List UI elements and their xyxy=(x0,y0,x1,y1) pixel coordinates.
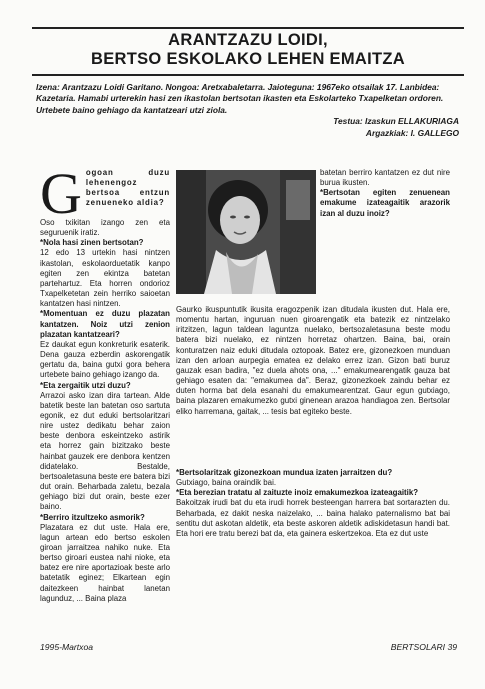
question-4: *Berriro itzultzeko asmorik? xyxy=(40,512,145,522)
intro-question: ogoan duzu lehenengoz bertsoa entzun zenueneko aldia? xyxy=(85,168,170,208)
question-5: *Bertsotan egiten zenuenean emakume izateagaitik arazorik izan al duzu inoiz? xyxy=(320,188,450,218)
profile-info: Izena: Arantzazu Loidi Garitano. Nongoa: Aretxabaletarra. Jaioteguna: 1967eko otsailak 17. Lanbidea: Kazetaria. Hamabi urterekin hasi zen ikastolan bertsotan ikasten eta Eskolarteko Txapelketan ordoren. Urtebete baino gehiago da kantatzeari utzi ziola. xyxy=(36,82,444,115)
question-6: *Bertsolaritzak gizonezkoan mundua izaten jarraitzen du? xyxy=(176,468,393,477)
answer-4: Plazatara ez dut uste. Hala ere, lagun artean edo bertso eskolen giroan jarraitzea nahiko nuke. Eta bertso giroari eustea nahi nioke, eta batez ere nire aportazioak beste arlo batetatik eginez; Elkartean egin daitezkeen hainbat lanetan lagunduz, ... Baina plaza xyxy=(40,522,170,603)
answer-5: Gaurko ikuspuntutik ikusita eragozpenik izan ditudala ikusten dut. Hala ere, momentu hartan, inguruan nuen giroarengatik eta batezik ez nintzelako iritzitzen, lagun taldean laguntza nuelako, bertsozaletasuna beste modu batera bizi nuelako, ez nintzen horretaz ohartzen. Baina, bai, orain konturatzen naiz eduki ditudala oztopoak. Batez ere, gizonezkoen munduan izan den arloan aurpegia ematea ez delako errez izan. Gizon bati buruz gauzak esan badira, "ez duela ahots ona, ..." emakumearengatik gauza bat gehiago esaten da: "emakumea da". Beraz, gizonezkoek zaindu behar ez duten horma bat dela esanahi du emakumearentzat. Gaur egun gutxiago, baina plazaren emakumezko gutxi ginenean arazoa handiagoa zen. Bertsolar eliko harremana, gaitak, ... tesis bat egiteko beste. xyxy=(176,305,450,416)
photo-credit: Argazkiak: I. GALLEGO xyxy=(365,128,459,138)
column-lower-right xyxy=(176,305,450,539)
column-left xyxy=(40,161,170,604)
intro-answer: Oso txikitan izango zen eta seguruenik iratiz. xyxy=(40,218,170,238)
question-1: *Nola hasi zinen bertsotan? xyxy=(40,238,144,248)
portrait-photo xyxy=(176,170,316,294)
top-rule xyxy=(32,27,464,29)
answer-6: Gutxiago, baina oraindik bai. xyxy=(176,478,277,488)
drop-cap: G xyxy=(40,161,82,226)
question-3: *Eta zergaitik utzi duzu? xyxy=(40,380,131,390)
text-credit: Testua: Izaskun ELLAKURIAGA xyxy=(333,116,459,126)
col2-intro: batetan berriro kantatzen ez dut nire burua ikusten. xyxy=(320,168,450,188)
answer-3: Arrazoi asko izan dira tartean. Alde batetik beste lan batetan oso sartuta egonik, ez dut eduki bertsolaritzari nire ustez dedikatu behar zaion beste denbora eskeintzeko astirik eta horrez gain bizitzako beste hainbat gauzek ere denbora kentzen didatelako. Bestalde, bertsoaletasuna beste ere batera bizi dut orain. Beharbada zaletu, bezala gehiago bizi dut orain, beste ezer baino. xyxy=(40,390,170,512)
footer-date: 1995-Martxoa xyxy=(40,642,94,652)
title-bottom-rule xyxy=(32,74,464,76)
question-2: *Momentuan ez duzu plazatan kantatzen. Noiz utzi zenion plazatan kantatzeari? xyxy=(40,309,170,339)
question-7: *Eta berezian tratatu al zaituzte inoiz emakumezkoa izateagaitik? xyxy=(176,488,419,498)
column-right xyxy=(320,168,450,219)
article-title-line1: ARANTZAZU LOIDI, xyxy=(168,31,328,49)
answer-7: Bakoitzak irudi bat du eta irudi horrek besteengan harrera bat sortarazten du. Beharbada, ez dakit neska naizelako, ... baina halako paternalismo bat bai sentitu dut askotan aldetik, eta beste askoren aldetik adiskidetasun handi bat. Eta hori ere tratu berezi bat da, eta gainera eskertzekoa. Eta ez dut uste xyxy=(176,498,450,538)
article-title-line2: BERTSO ESKOLAKO LEHEN EMAITZA xyxy=(91,50,405,68)
footer-page: BERTSOLARI 39 xyxy=(390,642,457,652)
answer-2: Ez daukat egun konkreturik esaterik. Dena gauza ezberdin askorengatik gertatu da, baina gutxi gora behera urtebete baino gehiago izango da. xyxy=(40,339,170,380)
answer-1: 12 edo 13 urtekin hasi nintzen ikastolan, eskolaorduetatik kanpo egiten zen ekintza batetan partehartuz. Eta horren ondorioz Txapelketetan zein herriko saioetan kantatzen hasi nintzen. xyxy=(40,248,170,309)
portrait-illustration xyxy=(176,170,316,294)
